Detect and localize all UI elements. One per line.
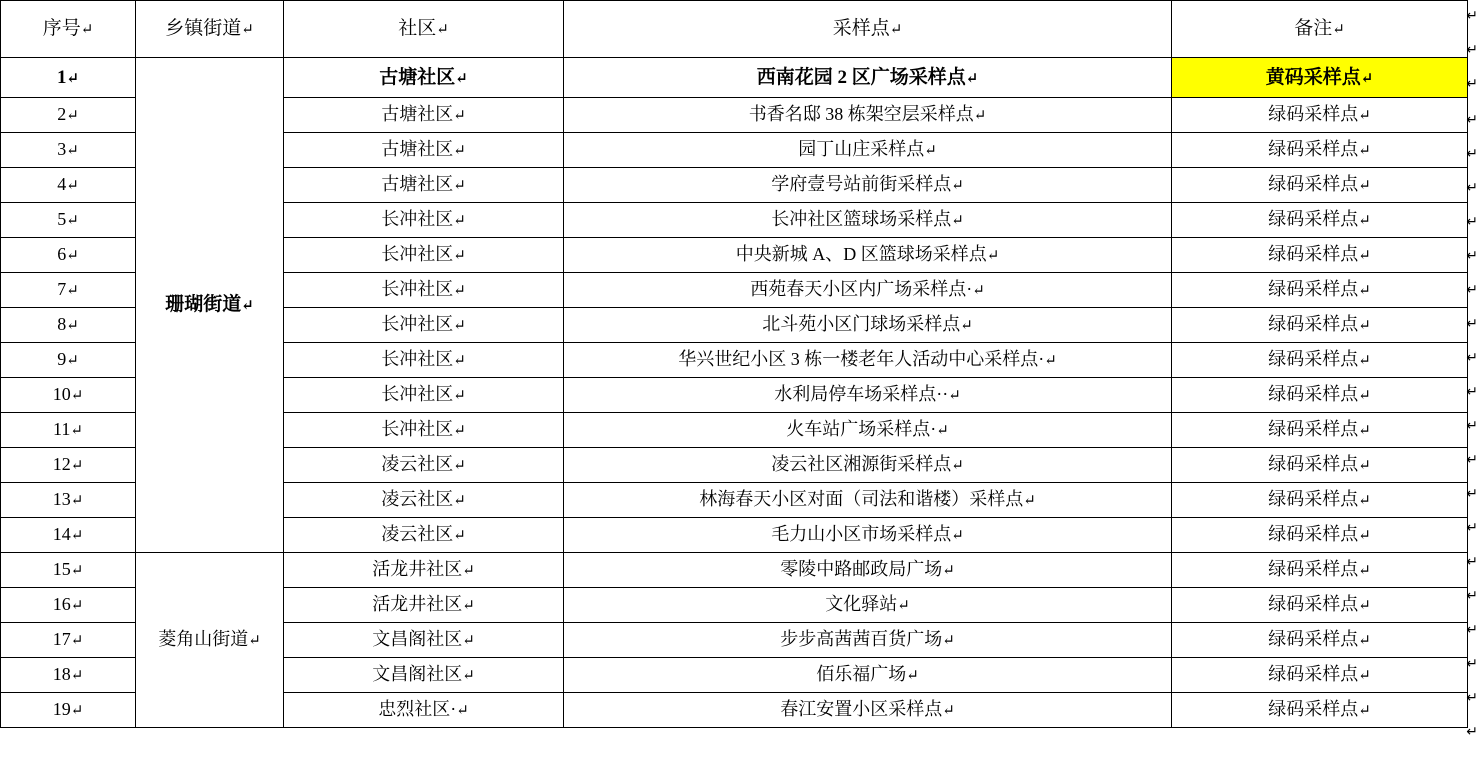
pilcrow-mark: ↵ [972,283,985,300]
pilcrow-mark: ↵ [453,318,466,335]
cell-community-text: 古塘社区 [381,174,454,195]
cell-community-text: 文昌阁社区 [372,664,463,685]
column-header-street-label: 乡镇街道 [165,18,242,40]
cell-community [284,448,564,483]
cell-seq-text: 12 [52,454,71,475]
cell-point [564,98,1172,133]
cell-point-text: 水利局停车场采样点·· [774,384,949,405]
pilcrow-mark: ↵ [906,668,919,685]
pilcrow-mark: ↵ [66,178,79,195]
pilcrow-mark: ↵ [1358,668,1371,685]
pilcrow-mark: ↵ [1358,248,1371,265]
pilcrow-mark: ↵ [951,178,964,195]
cell-note [1172,58,1468,98]
cell-point-text: 书香名邸 38 栋架空层采样点 [748,104,974,125]
cell-note-text: 绿码采样点 [1268,489,1359,510]
pilcrow-mark: ↵ [453,528,466,545]
pilcrow-mark: ↵ [1358,178,1371,195]
cell-point-text: 园丁山庄采样点 [798,139,925,160]
cell-seq-text: 4 [57,174,67,195]
pilcrow-mark: ↵ [1358,598,1371,615]
cell-point-text: 长冲社区篮球场采样点 [771,209,952,230]
cell-note [1172,413,1468,448]
pilcrow-mark: ↵ [942,633,955,650]
cell-seq [1,168,136,203]
cell-community [284,693,564,728]
cell-note [1172,483,1468,518]
cell-point-text: 火车站广场采样点· [786,419,937,440]
cell-note [1172,203,1468,238]
pilcrow-mark: ↵ [1358,493,1371,510]
cell-community [284,413,564,448]
pilcrow-mark: ↵ [456,703,469,720]
cell-seq-text: 1 [56,66,67,88]
column-header-point-label: 采样点 [832,18,890,40]
cell-note [1172,308,1468,343]
cell-seq-text: 10 [52,384,71,405]
cell-seq [1,518,136,553]
cell-point [564,273,1172,308]
cell-community-text: 古塘社区 [379,66,456,88]
column-header-note-label: 备注 [1294,18,1333,40]
pilcrow-mark: ↵ [70,563,84,580]
cell-point-text: 文化驿站 [825,594,898,615]
cell-community [284,203,564,238]
cell-point-text: 西苑春天小区内广场采样点· [750,279,973,300]
cell-street [136,58,284,553]
cell-community [284,623,564,658]
pilcrow-mark: ↵ [1358,563,1371,580]
cell-seq [1,413,136,448]
pilcrow-mark: ↵ [942,563,955,580]
cell-community [284,553,564,588]
cell-seq-text: 17 [52,629,71,650]
pilcrow-mark: ↵ [80,22,94,39]
cell-point-text: 零陵中路邮政局广场 [780,559,943,580]
pilcrow-mark: ↵ [70,458,84,475]
cell-point [564,448,1172,483]
pilcrow-mark: ↵ [924,143,937,160]
cell-community [284,58,564,98]
pilcrow-mark: ↵ [1358,283,1371,300]
cell-note-text: 绿码采样点 [1268,104,1359,125]
cell-point-text: 春江安置小区采样点 [780,699,943,720]
pilcrow-mark: ↵ [453,458,466,475]
cell-note-text: 绿码采样点 [1268,454,1359,475]
table-row [1,58,1468,98]
cell-seq-text: 3 [57,139,67,160]
pilcrow-mark: ↵ [1358,423,1371,440]
cell-note-text: 绿码采样点 [1268,559,1359,580]
cell-note [1172,588,1468,623]
cell-community-text: 凌云社区 [381,489,454,510]
pilcrow-mark: ↵ [1358,388,1371,405]
pilcrow-mark: ↵ [66,70,80,87]
cell-note-text: 绿码采样点 [1268,629,1359,650]
cell-seq [1,273,136,308]
pilcrow-mark: ↵ [1358,458,1371,475]
pilcrow-mark: ↵ [453,213,466,230]
pilcrow-mark: ↵ [1358,633,1371,650]
cell-note [1172,518,1468,553]
cell-community-text: 忠烈社区· [378,699,457,720]
pilcrow-mark: ↵ [1358,108,1371,125]
column-header-seq [1,1,136,58]
column-header-note [1172,1,1468,58]
cell-point [564,553,1172,588]
pilcrow-mark: ↵ [70,493,84,510]
pilcrow-mark: ↵ [453,248,466,265]
cell-community-text: 长冲社区 [381,349,454,370]
cell-street [136,553,284,728]
pilcrow-mark: ↵ [248,633,261,650]
cell-community [284,273,564,308]
cell-seq [1,693,136,728]
pilcrow-mark: ↵ [66,143,79,160]
pilcrow-mark: ↵ [960,318,973,335]
cell-note [1172,343,1468,378]
cell-note [1172,238,1468,273]
pilcrow-mark: ↵ [70,388,84,405]
cell-note-text: 绿码采样点 [1268,384,1359,405]
cell-community-text: 长冲社区 [381,314,454,335]
cell-seq [1,203,136,238]
cell-seq [1,588,136,623]
pilcrow-mark: ↵ [462,563,475,580]
cell-seq-text: 16 [52,594,71,615]
cell-community [284,238,564,273]
cell-point-text: 毛力山小区市场采样点 [771,524,952,545]
cell-point-text: 北斗苑小区门球场采样点 [762,314,961,335]
cell-note [1172,378,1468,413]
table-header-row [1,1,1468,58]
pilcrow-mark: ↵ [70,633,84,650]
cell-community-text: 长冲社区 [381,419,454,440]
cell-seq-text: 19 [52,699,71,720]
pilcrow-mark: ↵ [70,668,84,685]
pilcrow-mark: ↵ [453,143,466,160]
cell-point [564,58,1172,98]
pilcrow-mark: ↵ [66,248,79,265]
pilcrow-mark: ↵ [951,528,964,545]
pilcrow-mark: ↵ [462,633,475,650]
pilcrow-mark: ↵ [462,598,475,615]
pilcrow-mark: ↵ [453,178,466,195]
cell-community [284,483,564,518]
pilcrow-mark: ↵ [1360,70,1374,87]
cell-seq [1,658,136,693]
cell-street-text: 菱角山街道 [158,629,249,650]
cell-community-text: 长冲社区 [381,384,454,405]
column-header-seq-label: 序号 [42,18,81,40]
pilcrow-mark: ↵ [965,70,979,87]
cell-point [564,378,1172,413]
cell-note [1172,658,1468,693]
table-row [1,553,1468,588]
cell-note-text: 绿码采样点 [1268,279,1359,300]
cell-community [284,378,564,413]
pilcrow-mark: ↵ [66,353,79,370]
cell-point-text: 佰乐福广场 [816,664,907,685]
cell-community-text: 凌云社区 [381,454,454,475]
cell-community [284,308,564,343]
column-header-street [136,1,284,58]
pilcrow-mark: ↵ [942,703,955,720]
column-header-point [564,1,1172,58]
cell-seq [1,623,136,658]
pilcrow-mark: ↵ [66,283,79,300]
cell-note [1172,168,1468,203]
cell-note-text: 绿码采样点 [1268,244,1359,265]
cell-note [1172,98,1468,133]
cell-seq [1,378,136,413]
cell-point-text: 林海春天小区对面（司法和谐楼）采样点 [699,489,1024,510]
margin-paragraph-marks: ↵ ↵ ↵ ↵ ↵ ↵ ↵ ↵ ↵ ↵ ↵ ↵ ↵ ↵ ↵ ↵ ↵ ↵ ↵ ↵ ↵ ↵ [1466,9,1478,740]
cell-community-text: 凌云社区 [381,524,454,545]
cell-seq-text: 5 [57,209,67,230]
pilcrow-mark: ↵ [1358,528,1371,545]
pilcrow-mark: ↵ [1332,22,1345,39]
pilcrow-mark: ↵ [436,22,449,39]
cell-point-text: 华兴世纪小区 3 栋一楼老年人活动中心采样点· [678,349,1045,370]
pilcrow-mark: ↵ [70,528,84,545]
cell-seq [1,553,136,588]
pilcrow-mark: ↵ [951,458,964,475]
pilcrow-mark: ↵ [241,22,254,39]
cell-seq-text: 7 [57,279,67,300]
cell-note [1172,448,1468,483]
cell-seq [1,133,136,168]
cell-community-text: 长冲社区 [381,279,454,300]
cell-point [564,693,1172,728]
pilcrow-mark: ↵ [241,298,254,315]
table-body [1,58,1468,728]
pilcrow-mark: ↵ [453,423,466,440]
pilcrow-mark: ↵ [453,108,466,125]
cell-seq [1,448,136,483]
cell-note [1172,693,1468,728]
cell-note [1172,623,1468,658]
pilcrow-mark: ↵ [897,598,910,615]
pilcrow-mark: ↵ [1044,353,1057,370]
column-header-community [284,1,564,58]
column-header-community-label: 社区 [398,18,437,40]
pilcrow-mark: ↵ [951,213,964,230]
cell-note-text: 绿码采样点 [1268,594,1359,615]
pilcrow-mark: ↵ [66,318,79,335]
pilcrow-mark: ↵ [70,423,83,440]
pilcrow-mark: ↵ [66,108,79,125]
cell-point [564,238,1172,273]
cell-community [284,133,564,168]
cell-seq-text: 9 [57,349,67,370]
pilcrow-mark: ↵ [948,388,961,405]
cell-community [284,343,564,378]
cell-note-text: 绿码采样点 [1268,174,1359,195]
cell-community-text: 古塘社区 [381,104,454,125]
cell-community-text: 活龙井社区 [372,559,463,580]
cell-point [564,168,1172,203]
cell-point [564,203,1172,238]
table-header [1,1,1468,58]
cell-note-text: 绿码采样点 [1268,699,1359,720]
cell-point-text: 步步高茜茜百货广场 [780,629,943,650]
cell-community-text: 文昌阁社区 [372,629,463,650]
pilcrow-mark: ↵ [70,703,84,720]
cell-seq [1,308,136,343]
cell-community [284,658,564,693]
cell-seq-text: 14 [52,524,71,545]
cell-note [1172,273,1468,308]
pilcrow-mark: ↵ [453,493,466,510]
cell-seq [1,98,136,133]
pilcrow-mark: ↵ [453,283,466,300]
cell-seq-text: 8 [57,314,67,335]
cell-seq [1,343,136,378]
cell-note-text: 绿码采样点 [1268,139,1359,160]
cell-note-text: 黄码采样点 [1265,66,1361,88]
cell-point-text: 中央新城 A、D 区篮球场采样点 [735,244,987,265]
pilcrow-mark: ↵ [986,248,1000,265]
cell-street-text: 珊瑚街道 [165,294,242,316]
cell-community-text: 长冲社区 [381,244,454,265]
pilcrow-mark: ↵ [1023,493,1036,510]
cell-seq-text: 15 [52,559,71,580]
cell-seq [1,238,136,273]
cell-note [1172,553,1468,588]
cell-community-text: 古塘社区 [381,139,454,160]
pilcrow-mark: ↵ [455,70,468,87]
cell-note-text: 绿码采样点 [1268,314,1359,335]
cell-point [564,588,1172,623]
cell-note-text: 绿码采样点 [1268,209,1359,230]
pilcrow-mark: ↵ [453,353,466,370]
pilcrow-mark: ↵ [889,22,903,39]
cell-community-text: 长冲社区 [381,209,454,230]
cell-point-text: 西南花园 2 区广场采样点 [756,66,966,88]
pilcrow-mark: ↵ [1358,353,1371,370]
pilcrow-mark: ↵ [1358,213,1371,230]
cell-point-text: 学府壹号站前街采样点 [771,174,952,195]
cell-seq-text: 2 [57,104,67,125]
pilcrow-mark: ↵ [973,108,987,125]
cell-community [284,168,564,203]
cell-point [564,483,1172,518]
pilcrow-mark: ↵ [1358,703,1371,720]
cell-community-text: 活龙井社区 [372,594,463,615]
cell-point [564,623,1172,658]
cell-seq-text: 6 [57,244,67,265]
pilcrow-mark: ↵ [453,388,466,405]
pilcrow-mark: ↵ [70,598,84,615]
cell-note [1172,133,1468,168]
cell-point [564,658,1172,693]
pilcrow-mark: ↵ [462,668,475,685]
pilcrow-mark: ↵ [936,423,949,440]
cell-note-text: 绿码采样点 [1268,419,1359,440]
cell-seq-text: 11 [53,419,71,440]
cell-point [564,413,1172,448]
cell-community [284,98,564,133]
cell-community [284,518,564,553]
cell-note-text: 绿码采样点 [1268,349,1359,370]
pilcrow-mark: ↵ [1358,143,1371,160]
cell-point-text: 凌云社区湘源街采样点 [771,454,952,475]
cell-seq-text: 18 [52,664,71,685]
cell-seq [1,483,136,518]
cell-note-text: 绿码采样点 [1268,524,1359,545]
cell-note-text: 绿码采样点 [1268,664,1359,685]
cell-seq-text: 13 [52,489,71,510]
cell-point [564,133,1172,168]
cell-point [564,343,1172,378]
pilcrow-mark: ↵ [66,213,79,230]
cell-community [284,588,564,623]
pilcrow-mark: ↵ [1358,318,1371,335]
cell-seq [1,58,136,98]
cell-point [564,518,1172,553]
cell-point [564,308,1172,343]
